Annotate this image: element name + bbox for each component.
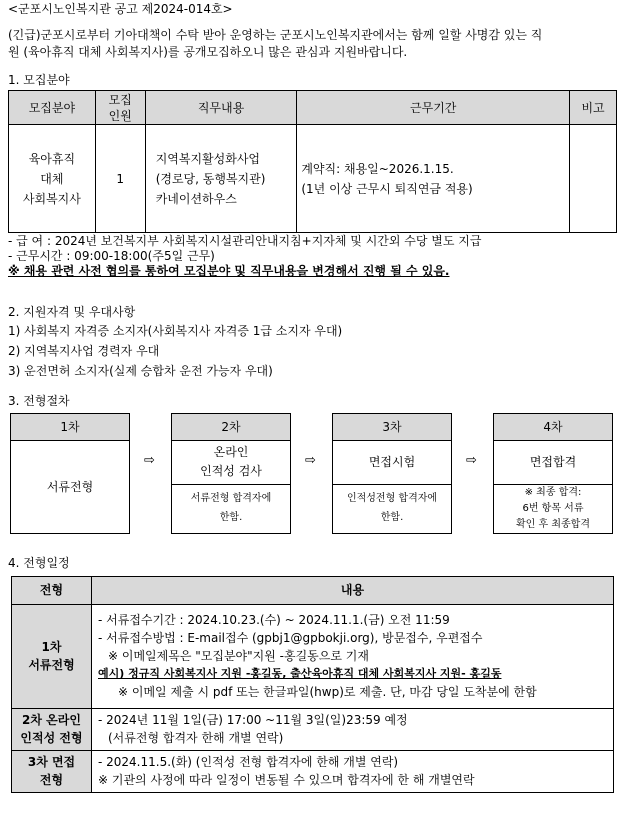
content-line: 예시) 정규직 사회복지사 지원 -홍길동, 출산육아휴직 대체 사회복지사 지원- 홍길동: [98, 667, 502, 681]
header-duty: 직무내용: [145, 91, 297, 125]
table-row: [9, 125, 617, 233]
content-line: ※ 이메일 제출 시 pdf 또는 한글파일(hwp)로 제출. 단, 마감 당일 도착분에 한함: [118, 685, 537, 700]
header-content: 내용: [92, 576, 614, 604]
step-main: [172, 441, 290, 484]
cell-line: (경로당, 동행복지관): [155, 171, 266, 186]
intro-paragraph: [8, 27, 617, 61]
cell-line: 카네이션하우스: [155, 191, 237, 206]
cell-count: 1: [95, 125, 145, 233]
content-line: ※ 기관의 사정에 따라 일정이 변동될 수 있으며 합격자에 한 해 개별연락: [98, 773, 475, 788]
header-note: 비고: [570, 91, 617, 125]
step-sub-line: 6번 항목 서류: [522, 503, 584, 515]
cell-line: 계약직: 채용일~2026.1.15.: [301, 161, 454, 176]
intro-line: 원 (육아휴직 대체 사회복지사)를 공개모집하오니 많은 관심과 지원바랍니다.: [8, 44, 408, 59]
stage-label: [12, 708, 92, 750]
qualification-list: [8, 321, 617, 381]
section3-title: 3. 전형절차: [8, 393, 70, 408]
stage-label-line: 1차: [41, 640, 62, 655]
content-line: - 서류접수방법 : E-mail접수 (gpbj1@gpbokji.org), 방문접수, 우편접수: [98, 631, 483, 646]
stage-label-line: 2차 온라인: [22, 713, 81, 728]
cell-duty: [145, 125, 297, 233]
step-head: 2차: [172, 414, 290, 441]
stage-label-line: 전형: [39, 773, 64, 788]
cell-line: 대체: [40, 171, 64, 186]
schedule-table: [11, 576, 614, 793]
stage-content: [92, 604, 614, 708]
step-main-line: 인적성 검사: [200, 464, 262, 479]
stage-label: [12, 750, 92, 792]
arrow-icon: ⇨: [466, 453, 477, 469]
stage-label: [12, 604, 92, 708]
header-count-line: 인원: [108, 108, 132, 123]
list-item: 2) 지역복지사업 경력자 우대: [8, 343, 160, 358]
stage-label-line: 인적성 전형: [20, 731, 83, 746]
table-row: [12, 604, 614, 708]
step-sub-line: 확인 후 최종합격: [516, 519, 590, 531]
header-count-line: 모집: [108, 92, 132, 107]
stage-label-line: 3차 면접: [27, 755, 76, 770]
note-pay: - 급 여 : 2024년 보건복지부 사회복지시설관리안내지침+지자체 및 시간외 수당 별도 지급: [8, 234, 482, 249]
process-step-2: [171, 413, 291, 534]
note-warning: ※ 채용 관련 사전 협의를 통하여 모집분야 및 직무내용을 변경해서 진행 될 수 있음.: [8, 264, 450, 279]
step-main: 서류전형: [46, 480, 94, 495]
content-line: - 서류접수기간 : 2024.10.23.(수) ~ 2024.11.1.(금) 오전 11:59: [98, 613, 450, 628]
content-line: (서류전형 합격자 한해 개별 연락): [108, 731, 284, 746]
cell-line: 지역복지활성화사업: [155, 151, 261, 166]
step-main-line: 온라인: [213, 445, 249, 460]
cell-period: [297, 125, 570, 233]
content-line: - 2024.11.5.(화) (인적성 전형 합격자에 한해 개별 연락): [98, 755, 399, 770]
cell-line: 육아휴직: [28, 151, 76, 166]
stage-content: [92, 708, 614, 750]
step-sub: [333, 484, 451, 533]
section4-title: 4. 전형일정: [8, 556, 70, 571]
step-sub-line: ※ 최종 합격:: [524, 487, 582, 499]
arrow-icon: ⇨: [144, 453, 155, 469]
cell-field: [9, 125, 96, 233]
recruitment-table: [8, 90, 617, 233]
step-head: 1차: [11, 414, 129, 441]
cell-line: 사회복지사: [22, 191, 81, 206]
step-sub-line: 한함.: [380, 512, 404, 524]
step-sub-line: 서류전형 합격자에: [190, 493, 272, 505]
table-row: [12, 750, 614, 792]
step-sub: [172, 484, 290, 533]
content-line: ※ 이메일제목은 "모집분야"지원 -홍길동으로 기재: [108, 649, 369, 664]
section1-title: 1. 모집분야: [8, 72, 70, 87]
step-sub-line: 한함.: [219, 512, 243, 524]
step-sub: [494, 484, 612, 533]
intro-line: (긴급)군포시로부터 기아대책이 수탁 받아 운영하는 군포시노인복지관에서는 함께 일할 사명감 있는 직: [8, 27, 543, 42]
arrow-icon: ⇨: [305, 453, 316, 469]
stage-label-line: 서류전형: [28, 658, 75, 673]
step-main: 면접합격: [529, 455, 577, 470]
process-step-1: [10, 413, 130, 534]
cell-line: (1년 이상 근무시 퇴직연금 적용): [301, 181, 473, 196]
header-count: [95, 91, 145, 125]
section2-title: 2. 지원자격 및 우대사항: [8, 305, 136, 320]
process-step-4: [493, 413, 613, 534]
step-main: 면접시험: [368, 455, 416, 470]
list-item: 1) 사회복지 자격증 소지자(사회복지사 자격증 1급 소지자 우대): [8, 323, 343, 338]
header-period: 근무기간: [297, 91, 570, 125]
process-flow: [8, 413, 617, 534]
list-item: 3) 운전면허 소지자(실제 승합차 운전 가능자 우대): [8, 363, 273, 378]
header-field: 모집분야: [9, 91, 96, 125]
table-row: [12, 708, 614, 750]
step-head: 4차: [494, 414, 612, 441]
notice-title: <군포시노인복지관 공고 제2024-014호>: [8, 2, 233, 16]
note-hours: - 근무시간 : 09:00-18:00(주5일 근무): [8, 249, 215, 264]
header-stage: 전형: [12, 576, 92, 604]
cell-note: [570, 125, 617, 233]
recruitment-notes: [8, 234, 617, 279]
process-step-3: [332, 413, 452, 534]
step-head: 3차: [333, 414, 451, 441]
content-line: - 2024년 11월 1일(금) 17:00 ~11월 3일(일)23:59 예정: [98, 713, 408, 728]
step-sub-line: 인적성전형 합격자에: [346, 493, 438, 505]
stage-content: [92, 750, 614, 792]
